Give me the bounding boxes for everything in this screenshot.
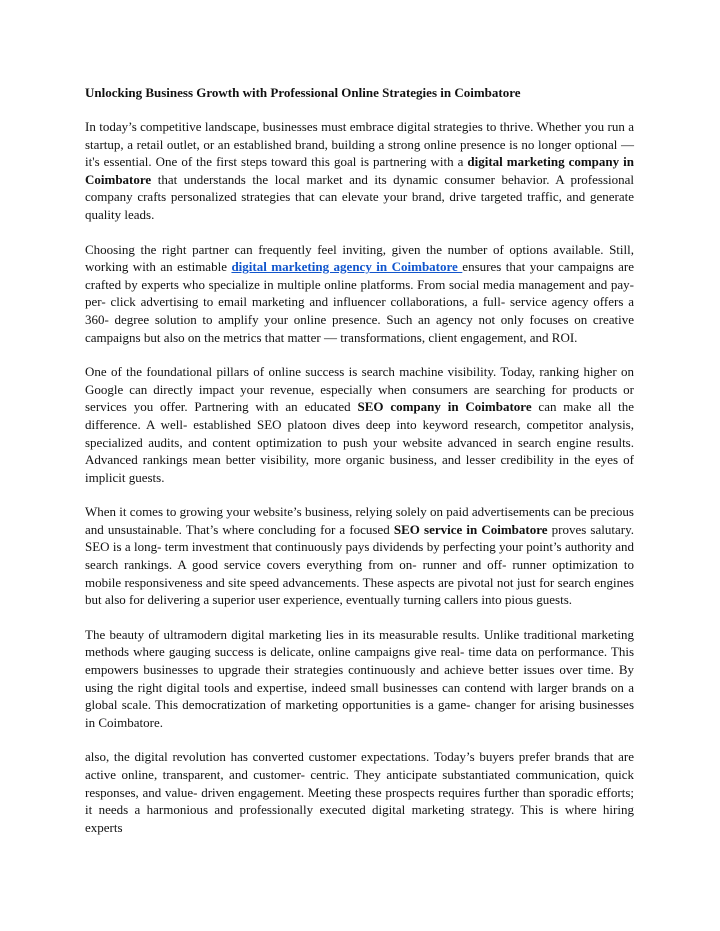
bold-keyword: SEO service in Coimbatore [393,521,548,537]
paragraph-text: One of the foundational pillars of online success is search machine visibility. Today, ranking higher on Google can directly impact your revenue, especially when consumers are searching for products or services you offer. Partnering with an educated [85,364,634,415]
paragraph-intro [85,118,634,224]
document-title: Unlocking Business Growth with Professional Online Strategies in Coimbatore [85,85,521,100]
bold-keyword: digital marketing company in Coimbatore [85,154,634,187]
paragraph-text: In today’s competitive landscape, businesses must embrace digital strategies to thrive. Whether you run a startup, a retail outlet, or an established brand, building a strong online presence is no longer optional — it's essential. One of the first steps toward this goal is partnering with a [85,119,634,170]
paragraph-text: ensures that your campaigns are crafted by experts who specialize in multiple online platforms. From social media management and pay-per- click advertising to email marketing and influencer collaborations, a full- service agency offers a 360- degree solution to amplify your online presence. Such an agency not only focuses on creative campaigns but also on the metrics that matter — transformations, client engagement, and ROI. [85,259,634,345]
paragraph-text: Choosing the right partner can frequently feel inviting, given the number of options available. Still, working with an estimable [85,241,634,275]
paragraph-text: also, the digital revolution has converted customer expectations. Today’s buyers prefer brands that are active online, transparent, and customer- centric. They anticipate substantiated communication, quick responses, and value- driven engagement. Meeting these prospects requires further than sporadic efforts; it needs a harmonious and professionally executed digital marketing strategy. This is where hiring experts [85,749,634,835]
paragraph-text: that understands the local market and its dynamic consumer behavior. A professional company crafts personalized strategies that can elevate your brand, drive targeted traffic, and generate quality leads. [85,171,634,222]
paragraph-search-visibility [85,363,634,486]
paragraph-text: can make all the difference. A well- established SEO platoon dives deep into keyword research, competitor analysis, specialized audits, and content optimization to push your website advanced in search engine results. Advanced rankings mean better visibility, more organic business, and lesser credibility in the eyes of implicit guests. [85,399,634,485]
paragraph-text: When it comes to growing your website’s business, relying solely on paid advertisements can be precious and unsustainable. That’s where concluding for a focused [85,504,634,537]
paragraph-text: The beauty of ultramodern digital marketing lies in its measurable results. Unlike traditional marketing methods where gauging success is delicate, online campaigns give real- time data on performance. This empowers businesses to upgrade their strategies continuously and achieve better issues over time. By using the right digital tools and expertise, indeed small businesses can contend with larger brands on a global scale. This democratization of marketing opportunities is a game- changer for arising businesses in Coimbatore. [85,626,634,730]
paragraph-measurable-results [85,626,634,732]
paragraph-choosing-partner [85,241,634,347]
paragraph-seo-service [85,503,634,609]
paragraph-customer-expectations [85,748,634,836]
bold-keyword: SEO company in Coimbatore [357,399,532,415]
paragraph-text: proves salutary. SEO is a long- term investment that continuously pays dividends by perfecting your point’s authority and search rankings. A good service covers everything from on- runner and off- runner optimization to mobile responsiveness and site speed advancements. These aspects are pivotal not just for search engines but also for delivering a superior user experience, eventually turning callers into pious guests. [85,521,634,608]
agency-link[interactable]: digital marketing agency in Coimbatore [231,259,463,275]
